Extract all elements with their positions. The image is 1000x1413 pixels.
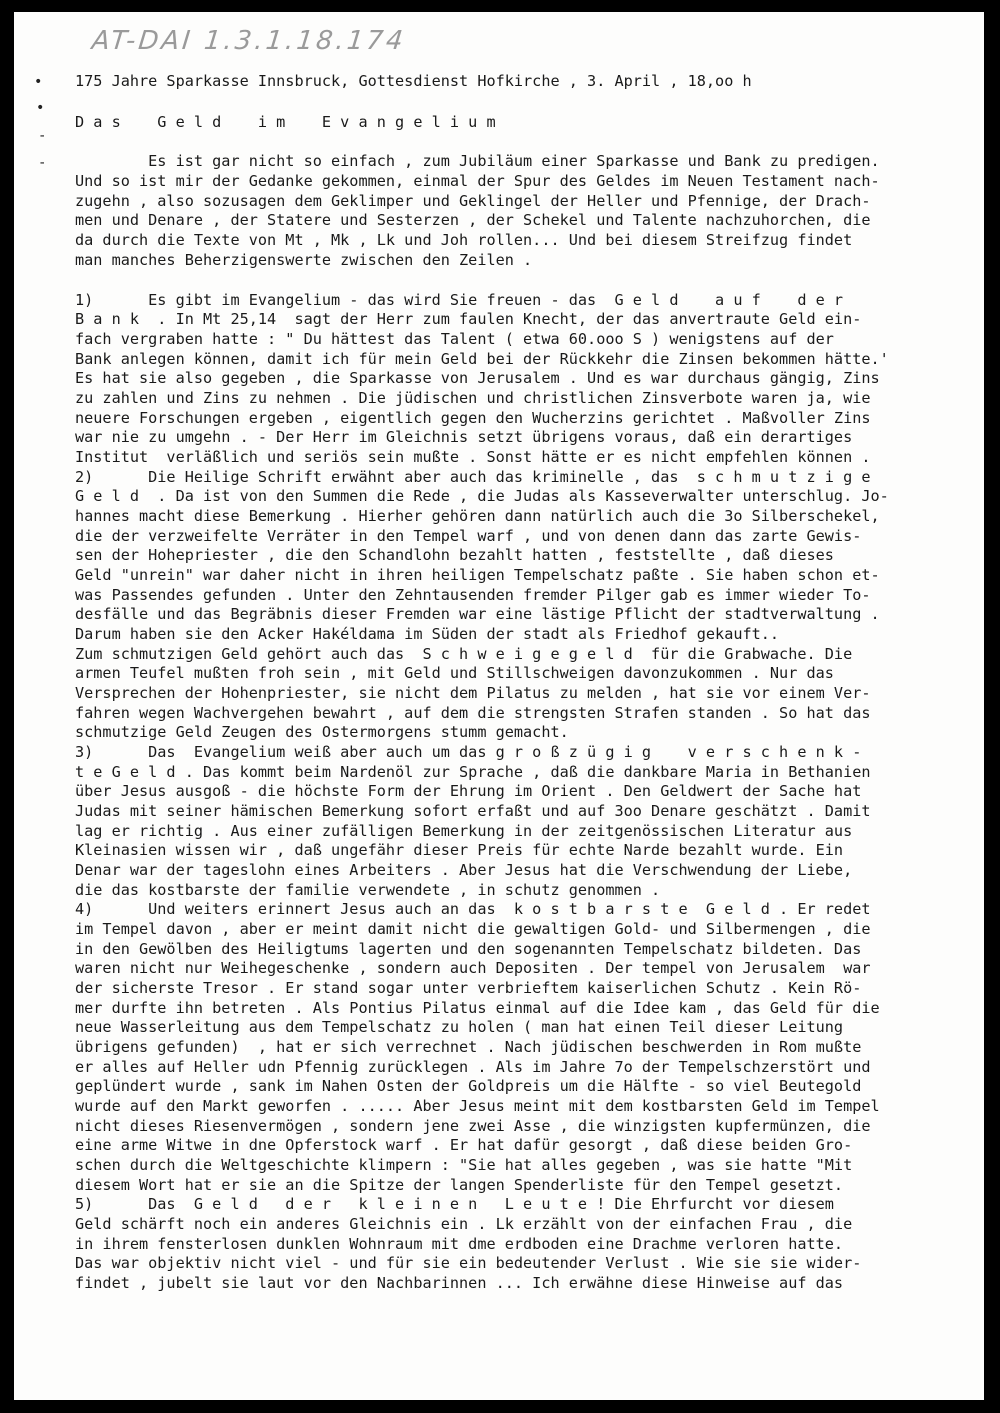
text-line: in ihrem fensterlosen dunklen Wohnraum mit dme erdboden eine Drachme verloren hatte. [75, 1235, 844, 1253]
text-line: Kleinasien wissen wir , daß ungefähr dieser Preis für echte Narde bezahlt wurde. Ein [75, 841, 844, 859]
text-line: desfälle und das Begräbnis dieser Fremden war eine lästige Pflicht der stadtverwaltung . [75, 605, 880, 623]
text-line: diesem Wort hat er sie an die Spitze der langen Spenderliste für den Tempel gesetzt. [75, 1176, 844, 1194]
margin-mark: • [36, 100, 45, 116]
text-line: man manches Beherzigenswerte zwischen den Zeilen . [75, 251, 533, 269]
margin-mark: • [34, 74, 43, 90]
text-line: Zum schmutzigen Geld gehört auch das S c h w e i g e g e l d für die Grabwache. Die [75, 645, 853, 663]
text-line: neue Wasserleitung aus dem Tempelschatz zu holen ( man hat einen Teil dieser Leitung [75, 1018, 844, 1036]
document-page [14, 12, 984, 1400]
text-line: sen der Hohepriester , die den Schandlohn bezahlt hatten , feststellte , daß dieses [75, 546, 834, 564]
text-line: Es ist gar nicht so einfach , zum Jubiläum einer Sparkasse und Bank zu predigen. [75, 152, 880, 170]
text-line: 5) Das G e l d d e r k l e i n e n L e u t e ! Die Ehrfurcht vor diesem [75, 1195, 834, 1213]
text-line: G e l d . Da ist von den Summen die Rede , die Judas als Kasseverwalter unterschlug. Jo- [75, 487, 889, 505]
text-line: nicht dieses Riesenvermögen , sondern jene zwei Asse , die winzigsten kupfermünzen, die [75, 1117, 871, 1135]
text-line: Das war objektiv nicht viel - und für sie ein bedeutender Verlust . Wie sie sie wider- [75, 1254, 862, 1272]
text-line: war nie zu umgehn . - Der Herr im Gleichnis setzt übrigens voraus, daß ein derartiges [75, 428, 853, 446]
text-line: Geld "unrein" war daher nicht in ihren heiligen Tempelschatz paßte . Sie haben schon et- [75, 566, 880, 584]
text-line: lag er richtig . Aus einer zufälligen Bemerkung in der zeitgenössischen Literatur aus [75, 822, 853, 840]
document-header: 175 Jahre Sparkasse Innsbruck, Gottesdienst Hofkirche , 3. April , 18,oo h [75, 72, 752, 90]
text-line: über Jesus ausgoß - die höchste Form der Ehrung im Orient . Den Geldwert der Sache hat [75, 782, 862, 800]
text-line: t e G e l d . Das kommt beim Nardenöl zur Sprache , daß die dankbare Maria in Bethanien [75, 763, 871, 781]
margin-mark: - [38, 155, 47, 171]
text-line: zugehn , also sozusagen dem Geklimper und Geklingel der Heller und Pfennige, der Drach- [75, 192, 871, 210]
text-line: Darum haben sie den Acker Hakéldama im Süden der stadt als Friedhof gekauft.. [75, 625, 780, 643]
text-line: zu zahlen und Zins zu nehmen . Die jüdischen und christlichen Zinsverbote waren ja, wie [75, 389, 871, 407]
text-line: die der verzweifelte Verräter in den Tempel warf , und von denen dann das zarte Gewis- [75, 527, 862, 545]
text-line: geplündert wurde , sank im Nahen Osten der Goldpreis um die Hälfte - so viel Beutegold [75, 1077, 862, 1095]
text-line: eine arme Witwe in dne Opferstock warf . Er hat dafür gesorgt , daß diese beiden Gro- [75, 1136, 853, 1154]
text-line: Versprechen der Hohenpriester, sie nicht dem Pilatus zu melden , hat sie vor einem Ver- [75, 684, 871, 702]
text-line: was Passendes gefunden . Unter den Zehntausenden fremder Pilger gab es immer wieder To- [75, 586, 871, 604]
text-line: Es hat sie also gegeben , die Sparkasse von Jerusalem . Und es war durchaus gängig, Zins [75, 369, 880, 387]
text-line: fahren wegen Wachvergehen bewahrt , auf dem die strengsten Strafen standen . So hat das [75, 704, 871, 722]
text-line: Denar war der tageslohn eines Arbeiters . Aber Jesus hat die Verschwendung der Liebe, [75, 861, 853, 879]
text-line: in den Gewölben des Heiligtums lagerten und den sogenannten Tempelschatz bildeten. Das [75, 940, 862, 958]
text-line: findet , jubelt sie laut vor den Nachbarinnen ... Ich erwähne diese Hinweise auf das [75, 1274, 844, 1292]
text-line: waren nicht nur Weihegeschenke , sondern auch Depositen . Der tempel von Jerusalem war [75, 959, 871, 977]
text-line: Institut verläßlich und seriös sein mußte . Sonst hätte er es nicht empfehlen können . [75, 448, 871, 466]
text-line: wurde auf den Markt geworfen . ..... Aber Jesus meint mit dem kostbarsten Geld im Tempel [75, 1097, 880, 1115]
text-line: armen Teufel mußten froh sein , mit Geld und Stillschweigen davonzukommen . Nur das [75, 664, 834, 682]
text-line: 3) Das Evangelium weiß aber auch um das g r o ß z ü g i g v e r s c h e n k - [75, 743, 862, 761]
text-line: 1) Es gibt im Evangelium - das wird Sie freuen - das G e l d a u f d e r [75, 291, 844, 309]
margin-mark: - [38, 128, 47, 144]
archive-reference: AT-DAI 1.3.1.18.174 [90, 26, 408, 56]
text-line: schmutzige Geld Zeugen des Ostermorgens stumm gemacht. [75, 723, 569, 741]
document-title: D a s G e l d i m E v a n g e l i u m [75, 113, 496, 131]
text-line: der sicherste Tresor . Er stand sogar unter verbrieftem kaiserlichen Schutz . Kein Rö- [75, 979, 862, 997]
text-line: Bank anlegen können, damit ich für mein Geld bei der Rückkehr die Zinsen bekommen hätte.' [75, 350, 889, 368]
text-line: 4) Und weiters erinnert Jesus auch an das k o s t b a r s t e G e l d . Er redet [75, 900, 871, 918]
text-line: Und so ist mir der Gedanke gekommen, einmal der Spur des Geldes im Neuen Testament nach- [75, 172, 880, 190]
text-line: da durch die Texte von Mt , Mk , Lk und Joh rollen... Und bei diesem Streifzug findet [75, 231, 853, 249]
text-line: Judas mit seiner hämischen Bemerkung sofort erfaßt und auf 3oo Denare geschätzt . Damit [75, 802, 871, 820]
text-line: hannes macht diese Bemerkung . Hierher gehören dann natürlich auch die 3o Silberschekel, [75, 507, 880, 525]
text-line: neuere Forschungen ergeben , eigentlich gegen den Wucherzins gerichtet . Maßvoller Zins [75, 409, 871, 427]
text-line: er alles auf Heller udn Pfennig zurücklegen . Als im Jahre 7o der Tempelschzerstört und [75, 1058, 871, 1076]
text-line: fach vergraben hatte : " Du hättest das Talent ( etwa 60.ooo S ) wenigstens auf der [75, 330, 834, 348]
text-line: B a n k . In Mt 25,14 sagt der Herr zum faulen Knecht, der das anvertraute Geld ein- [75, 310, 862, 328]
text-line: übrigens gefunden) , hat er sich verrechnet . Nach jüdischen beschwerden in Rom mußte [75, 1038, 862, 1056]
text-line: im Tempel davon , aber er meint damit nicht die gewaltigen Gold- und Silbermengen , die [75, 920, 871, 938]
text-line: men und Denare , der Statere und Sesterzen , der Schekel und Talente nachzuhorchen, die [75, 211, 871, 229]
text-line: schen durch die Weltgeschichte klimpern : "Sie hat alles gegeben , was sie hatte "Mit [75, 1156, 853, 1174]
text-line: 2) Die Heilige Schrift erwähnt aber auch das kriminelle , das s c h m u t z i g e [75, 468, 871, 486]
text-line: die das kostbarste der familie verwendete , in schutz genommen . [75, 881, 661, 899]
text-line: Geld schärft noch ein anderes Gleichnis ein . Lk erzählt von der einfachen Frau , die [75, 1215, 853, 1233]
text-line: mer durfte ihn betreten . Als Pontius Pilatus einmal auf die Idee kam , das Geld für die [75, 999, 880, 1017]
